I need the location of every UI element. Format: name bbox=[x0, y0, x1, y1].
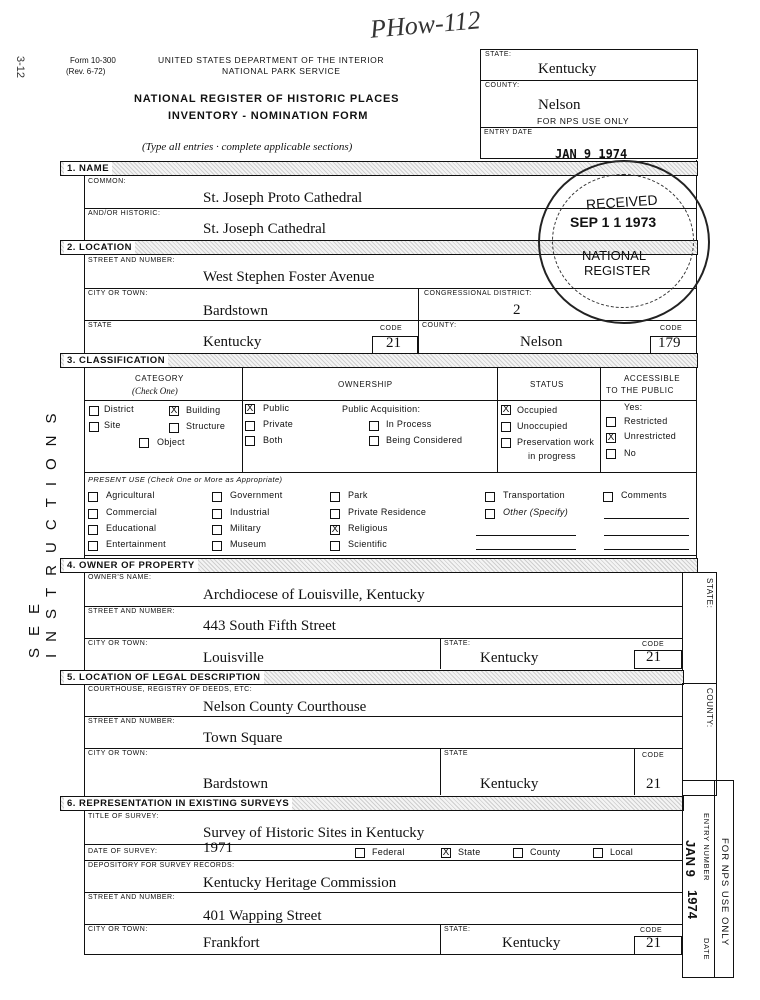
use-private-residence-checkbox[interactable] bbox=[330, 509, 340, 519]
use-park-label: Park bbox=[348, 490, 368, 500]
use-agricultural-label: Agricultural bbox=[106, 490, 155, 500]
congressional-district-value: 2 bbox=[513, 302, 521, 318]
section-2-title: 2. LOCATION bbox=[64, 241, 135, 254]
survey-federal-label: Federal bbox=[372, 847, 405, 857]
status-preservation-label-cont: in progress bbox=[528, 451, 576, 461]
side-county-label: COUNTY: bbox=[705, 688, 714, 728]
use-comments-checkbox[interactable] bbox=[603, 492, 613, 502]
owner-name-label: OWNER'S NAME: bbox=[88, 574, 152, 581]
historic-name-label: AND/OR HISTORIC: bbox=[88, 210, 161, 217]
category-district-checkbox[interactable] bbox=[89, 406, 99, 416]
location-county-value: Nelson bbox=[520, 334, 563, 350]
agency-line-1: UNITED STATES DEPARTMENT OF THE INTERIOR bbox=[158, 55, 385, 65]
congressional-district-label: CONGRESSIONAL DISTRICT: bbox=[424, 290, 532, 297]
owner-code-value: 21 bbox=[646, 649, 661, 665]
use-industrial-label: Industrial bbox=[230, 507, 270, 517]
legal-state-value: Kentucky bbox=[480, 776, 539, 792]
side-nps-use-only: FOR NPS USE ONLY bbox=[719, 838, 730, 947]
survey-local-checkbox[interactable] bbox=[593, 848, 603, 858]
survey-date-value: 1971 bbox=[203, 840, 233, 856]
access-restricted-label: Restricted bbox=[624, 416, 668, 426]
depository-label: DEPOSITORY FOR SURVEY RECORDS: bbox=[88, 862, 235, 869]
side-entry-number: ENTRY NUMBER bbox=[702, 813, 711, 882]
section-6-header bbox=[60, 796, 684, 811]
stamp-date: SEP 1 1 1973 bbox=[570, 214, 657, 230]
use-educational-label: Educational bbox=[106, 523, 157, 533]
survey-date-label: DATE OF SURVEY: bbox=[88, 848, 158, 855]
location-street-label: STREET AND NUMBER: bbox=[88, 257, 176, 264]
stamp-received: RECEIVED bbox=[585, 191, 659, 213]
status-occupied-checkbox[interactable]: X bbox=[502, 404, 510, 415]
stamp-register: REGISTER bbox=[584, 263, 651, 278]
survey-county-checkbox[interactable] bbox=[513, 848, 523, 858]
section-4-title: 4. OWNER OF PROPERTY bbox=[64, 559, 198, 572]
form-title-1: NATIONAL REGISTER OF HISTORIC PLACES bbox=[134, 93, 400, 105]
use-museum-label: Museum bbox=[230, 539, 267, 549]
legal-city-label: CITY OR TOWN: bbox=[88, 750, 148, 757]
survey-street-value: 401 Wapping Street bbox=[203, 908, 322, 924]
use-scientific-label: Scientific bbox=[348, 539, 388, 549]
handwritten-note: PHow-112 bbox=[368, 5, 482, 44]
section-3-title: 3. CLASSIFICATION bbox=[64, 354, 168, 367]
location-county-code-label: CODE bbox=[660, 325, 683, 332]
use-military-label: Military bbox=[230, 523, 261, 533]
location-city-value: Bardstown bbox=[203, 303, 268, 319]
location-city-label: CITY OR TOWN: bbox=[88, 290, 148, 297]
category-site-checkbox[interactable] bbox=[89, 422, 99, 432]
owner-state-label: STATE: bbox=[444, 640, 471, 647]
survey-federal-checkbox[interactable] bbox=[355, 848, 365, 858]
legal-street-label: STREET AND NUMBER: bbox=[88, 718, 176, 725]
use-agricultural-checkbox[interactable] bbox=[88, 492, 98, 502]
section-6-title: 6. REPRESENTATION IN EXISTING SURVEYS bbox=[64, 797, 292, 810]
courthouse-label: COURTHOUSE, REGISTRY OF DEEDS, ETC: bbox=[88, 686, 253, 693]
use-commercial-checkbox[interactable] bbox=[88, 509, 98, 519]
owner-city-value: Louisville bbox=[203, 650, 264, 666]
see-instructions-side-text: SEE INSTRUCTIONS bbox=[26, 401, 60, 658]
survey-code-label: CODE bbox=[640, 927, 663, 934]
owner-city-label: CITY OR TOWN: bbox=[88, 640, 148, 647]
survey-state-checkbox[interactable]: X bbox=[442, 847, 450, 858]
ownership-private-checkbox[interactable] bbox=[245, 421, 255, 431]
stamp-national: NATIONAL bbox=[582, 248, 647, 263]
use-religious-label: Religious bbox=[348, 523, 388, 533]
nps-use-only: FOR NPS USE ONLY bbox=[537, 116, 630, 126]
legal-code-label: CODE bbox=[642, 752, 665, 759]
section-1-title: 1. NAME bbox=[64, 162, 112, 175]
side-state-label: STATE: bbox=[705, 578, 714, 609]
legal-city-value: Bardstown bbox=[203, 776, 268, 792]
ownership-both-label: Both bbox=[263, 435, 283, 445]
nps-state-value: Kentucky bbox=[538, 61, 597, 77]
use-scientific-checkbox[interactable] bbox=[330, 541, 340, 551]
use-military-checkbox[interactable] bbox=[212, 525, 222, 535]
depository-value: Kentucky Heritage Commission bbox=[203, 875, 397, 891]
ownership-private-label: Private bbox=[263, 419, 294, 429]
location-county-label: COUNTY: bbox=[422, 322, 457, 329]
survey-state-label: State bbox=[458, 847, 481, 857]
use-industrial-checkbox[interactable] bbox=[212, 509, 222, 519]
category-building-label: Building bbox=[186, 405, 221, 415]
legal-state-label: STATE bbox=[444, 750, 469, 757]
use-religious-checkbox[interactable]: X bbox=[331, 524, 339, 535]
present-use-label: PRESENT USE (Check One or More as Appropriate) bbox=[88, 475, 283, 484]
common-name-value: St. Joseph Proto Cathedral bbox=[203, 190, 363, 206]
use-comments-label: Comments bbox=[621, 490, 667, 500]
received-stamp bbox=[538, 160, 710, 324]
use-commercial-label: Commercial bbox=[106, 507, 158, 517]
survey-street-label: STREET AND NUMBER: bbox=[88, 894, 176, 901]
access-no-label: No bbox=[624, 448, 637, 458]
acquisition-considered-label: Being Considered bbox=[386, 435, 463, 445]
form-instructions: (Type all entries · complete applicable sections) bbox=[142, 141, 353, 153]
ownership-public-label: Public bbox=[263, 403, 290, 413]
category-heading: CATEGORY bbox=[135, 374, 184, 383]
use-government-checkbox[interactable] bbox=[212, 492, 222, 502]
use-other-checkbox[interactable] bbox=[485, 509, 495, 519]
section-4-header bbox=[60, 558, 698, 573]
owner-street-value: 443 South Fifth Street bbox=[203, 618, 336, 634]
accessible-subheading: TO THE PUBLIC bbox=[606, 386, 674, 395]
nps-state-label: STATE: bbox=[485, 51, 512, 58]
access-restricted-checkbox[interactable] bbox=[606, 417, 616, 427]
use-entertainment-checkbox[interactable] bbox=[88, 541, 98, 551]
legal-street-value: Town Square bbox=[203, 730, 283, 746]
status-preservation-checkbox[interactable] bbox=[501, 438, 511, 448]
use-government-label: Government bbox=[230, 490, 283, 500]
accessible-heading: ACCESSIBLE bbox=[624, 374, 681, 383]
survey-city-label: CITY OR TOWN: bbox=[88, 926, 148, 933]
owner-street-label: STREET AND NUMBER: bbox=[88, 608, 176, 615]
legal-code-value: 21 bbox=[646, 776, 661, 792]
survey-title-label: TITLE OF SURVEY: bbox=[88, 813, 159, 820]
public-acquisition-label: Public Acquisition: bbox=[342, 404, 421, 414]
location-state-code-value: 21 bbox=[386, 335, 401, 351]
status-unoccupied-label: Unoccupied bbox=[517, 421, 568, 431]
accessible-yes-label: Yes: bbox=[624, 402, 643, 412]
location-state-code-label: CODE bbox=[380, 325, 403, 332]
location-state-value: Kentucky bbox=[203, 334, 262, 350]
category-structure-checkbox[interactable] bbox=[169, 423, 179, 433]
nps-entry-date-value: JAN 9 1974 bbox=[555, 147, 628, 161]
use-other-label: Other (Specify) bbox=[503, 507, 569, 517]
survey-state-label-field: STATE: bbox=[444, 926, 471, 933]
ownership-heading: OWNERSHIP bbox=[338, 380, 393, 389]
use-private-residence-label: Private Residence bbox=[348, 507, 427, 517]
section-3-header bbox=[60, 353, 698, 368]
form-title-2: INVENTORY - NOMINATION FORM bbox=[168, 110, 369, 122]
category-object-checkbox[interactable] bbox=[139, 438, 149, 448]
owner-state-value: Kentucky bbox=[480, 650, 539, 666]
access-no-checkbox[interactable] bbox=[606, 449, 616, 459]
status-heading: STATUS bbox=[530, 380, 564, 389]
side-handwritten-year: 1974 bbox=[685, 890, 700, 919]
agency-line-2: NATIONAL PARK SERVICE bbox=[222, 66, 341, 76]
acquisition-in-process-checkbox[interactable] bbox=[369, 421, 379, 431]
common-name-label: COMMON: bbox=[88, 178, 127, 185]
side-handwritten-date: JAN 9 bbox=[683, 840, 698, 877]
category-object-label: Object bbox=[157, 437, 185, 447]
use-transportation-label: Transportation bbox=[503, 490, 565, 500]
category-subheading: (Check One) bbox=[132, 386, 178, 396]
location-county-code-value: 179 bbox=[658, 335, 681, 351]
location-state-label: STATE bbox=[88, 322, 113, 329]
acquisition-in-process-label: In Process bbox=[386, 419, 432, 429]
form-number: Form 10-300 bbox=[70, 56, 116, 65]
section-5-title: 5. LOCATION OF LEGAL DESCRIPTION bbox=[64, 671, 264, 684]
nps-county-value: Nelson bbox=[538, 97, 581, 113]
survey-state-value: Kentucky bbox=[502, 935, 561, 951]
handwritten-margin-note: 3-12 bbox=[14, 56, 26, 79]
survey-county-label: County bbox=[530, 847, 561, 857]
survey-local-label: Local bbox=[610, 847, 634, 857]
location-street-value: West Stephen Foster Avenue bbox=[203, 269, 375, 285]
use-entertainment-label: Entertainment bbox=[106, 539, 166, 549]
owner-code-label: CODE bbox=[642, 641, 665, 648]
use-museum-checkbox[interactable] bbox=[212, 541, 222, 551]
use-park-checkbox[interactable] bbox=[330, 492, 340, 502]
section-5-header bbox=[60, 670, 684, 685]
access-unrestricted-checkbox[interactable]: X bbox=[607, 432, 615, 443]
use-educational-checkbox[interactable] bbox=[88, 525, 98, 535]
status-preservation-label: Preservation work bbox=[517, 437, 595, 447]
category-building-checkbox[interactable]: X bbox=[170, 405, 178, 416]
status-occupied-label: Occupied bbox=[517, 405, 558, 415]
status-unoccupied-checkbox[interactable] bbox=[501, 422, 511, 432]
category-site-label: Site bbox=[104, 420, 121, 430]
historic-name-value: St. Joseph Cathedral bbox=[203, 221, 326, 237]
nps-entry-date-label: ENTRY DATE bbox=[484, 129, 533, 136]
survey-code-value: 21 bbox=[646, 935, 661, 951]
acquisition-considered-checkbox[interactable] bbox=[369, 436, 379, 446]
category-structure-label: Structure bbox=[186, 421, 226, 431]
owner-name-value: Archdiocese of Louisville, Kentucky bbox=[203, 587, 425, 603]
category-district-label: District bbox=[104, 404, 134, 414]
use-transportation-checkbox[interactable] bbox=[485, 492, 495, 502]
form-revision: (Rev. 6-72) bbox=[66, 67, 106, 76]
courthouse-value: Nelson County Courthouse bbox=[203, 699, 367, 715]
ownership-public-checkbox[interactable]: X bbox=[246, 403, 254, 414]
survey-city-value: Frankfort bbox=[203, 935, 260, 951]
ownership-both-checkbox[interactable] bbox=[245, 436, 255, 446]
nps-county-label: COUNTY: bbox=[485, 82, 520, 89]
access-unrestricted-label: Unrestricted bbox=[624, 431, 677, 441]
survey-title-value: Survey of Historic Sites in Kentucky bbox=[203, 825, 425, 841]
side-date: DATE bbox=[702, 938, 711, 961]
